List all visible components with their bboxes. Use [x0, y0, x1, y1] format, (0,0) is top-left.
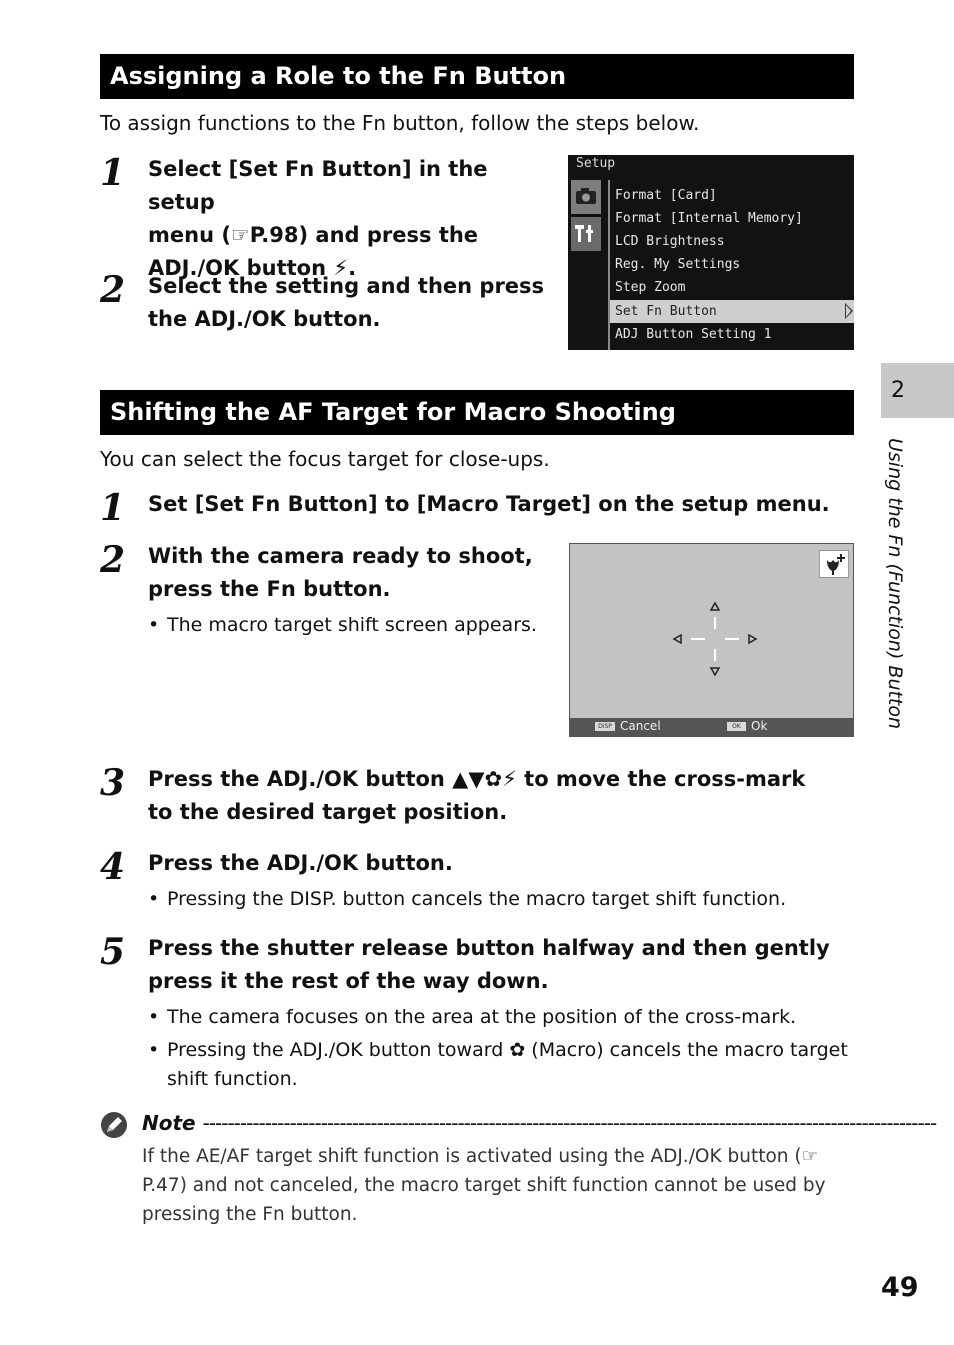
menu-item[interactable]: Format [Card]	[615, 188, 717, 203]
page-number: 49	[881, 1272, 919, 1303]
arrow-up-down-icon: ▲▼	[452, 767, 485, 791]
chevron-right-icon	[845, 303, 853, 319]
setup-tab	[571, 217, 601, 251]
step-text: Select [Set Fn Button] in the setup menu (☞P.98) and press the ADJ./OK button ⚡.	[148, 157, 488, 280]
step-text: Select the setting and then press the ADJ./OK button.	[148, 274, 545, 331]
menu-item-selected[interactable]: Set Fn Button	[610, 300, 854, 323]
macro-target-icon	[819, 550, 849, 578]
note-heading: Note ----------------------------------------------------------------------------------------------------------------------	[142, 1111, 937, 1135]
ok-key-icon: OK	[727, 722, 746, 731]
step-text: Press the ADJ./OK button.	[148, 851, 453, 875]
bullet-item: • The camera focuses on the area at the position of the cross-mark.	[148, 1006, 797, 1028]
step-text: With the camera ready to shoot, press the Fn button.	[148, 544, 533, 601]
menu-item[interactable]: ADJ Button Setting 1	[615, 327, 772, 342]
note-text: If the AE/AF target shift function is activated using the ADJ./OK button (☞P.47) and not canceled, the macro target shift function cannot be used by pressing the Fn button.	[142, 1146, 826, 1225]
macro-icon: ✿	[509, 1039, 526, 1061]
step-number: 1	[100, 487, 126, 529]
setup-menu-title: Setup	[576, 156, 616, 171]
step-text: Press the shutter release button halfway and then gently press it the rest of the way down.	[148, 936, 830, 993]
section-heading-macro-target: Shifting the AF Target for Macro Shooting	[100, 390, 854, 435]
bullet-item: • The macro target shift screen appears.	[148, 614, 537, 636]
step-number: 3	[100, 762, 126, 804]
cancel-label: Cancel	[620, 719, 661, 733]
macro-icon: ✿	[484, 767, 503, 791]
setup-menu-list	[608, 180, 854, 350]
step-number: 2	[100, 269, 126, 311]
chapter-title-vertical: Using the Fn (Function) Button	[884, 438, 906, 730]
macro-target-screenshot	[569, 543, 854, 737]
camera-tab	[571, 180, 601, 214]
flash-icon: ⚡	[333, 256, 349, 280]
section-heading-fn-button: Assigning a Role to the Fn Button	[100, 54, 854, 99]
step-text: Set [Set Fn Button] to [Macro Target] on the setup menu.	[148, 492, 830, 516]
chapter-tab: 2	[881, 363, 954, 418]
flash-icon: ⚡	[502, 767, 517, 791]
menu-item[interactable]: Format [Internal Memory]	[615, 211, 803, 226]
camera-icon	[574, 185, 598, 207]
setup-menu-screenshot	[568, 155, 854, 350]
disp-key-icon: DISP	[595, 722, 615, 731]
page-reference-icon: ☞	[801, 1146, 819, 1167]
note-pencil-icon	[100, 1111, 128, 1139]
step-number: 2	[100, 539, 126, 581]
section2-intro: You can select the focus target for close-ups.	[100, 447, 550, 471]
wrench-icon	[574, 222, 598, 244]
cross-mark	[665, 599, 765, 679]
menu-item[interactable]: LCD Brightness	[615, 234, 725, 249]
screen-bottom-bar	[570, 718, 853, 736]
menu-item[interactable]: Reg. My Settings	[615, 257, 741, 272]
ok-label: Ok	[751, 719, 768, 733]
step-number: 1	[100, 152, 126, 194]
bullet-item: • Pressing the ADJ./OK button toward ✿ (Macro) cancels the macro target shift function.	[148, 1039, 848, 1090]
menu-item[interactable]: Step Zoom	[615, 280, 686, 295]
page-reference-icon: ☞	[230, 223, 250, 247]
bullet-item: • Pressing the DISP. button cancels the macro target shift function.	[148, 888, 787, 910]
step-number: 4	[100, 846, 126, 888]
step-text: Press the ADJ./OK button ▲▼✿⚡ to move the cross-mark to the desired target position.	[148, 767, 806, 824]
step-number: 5	[100, 931, 126, 973]
section1-intro: To assign functions to the Fn button, follow the steps below.	[100, 111, 700, 135]
